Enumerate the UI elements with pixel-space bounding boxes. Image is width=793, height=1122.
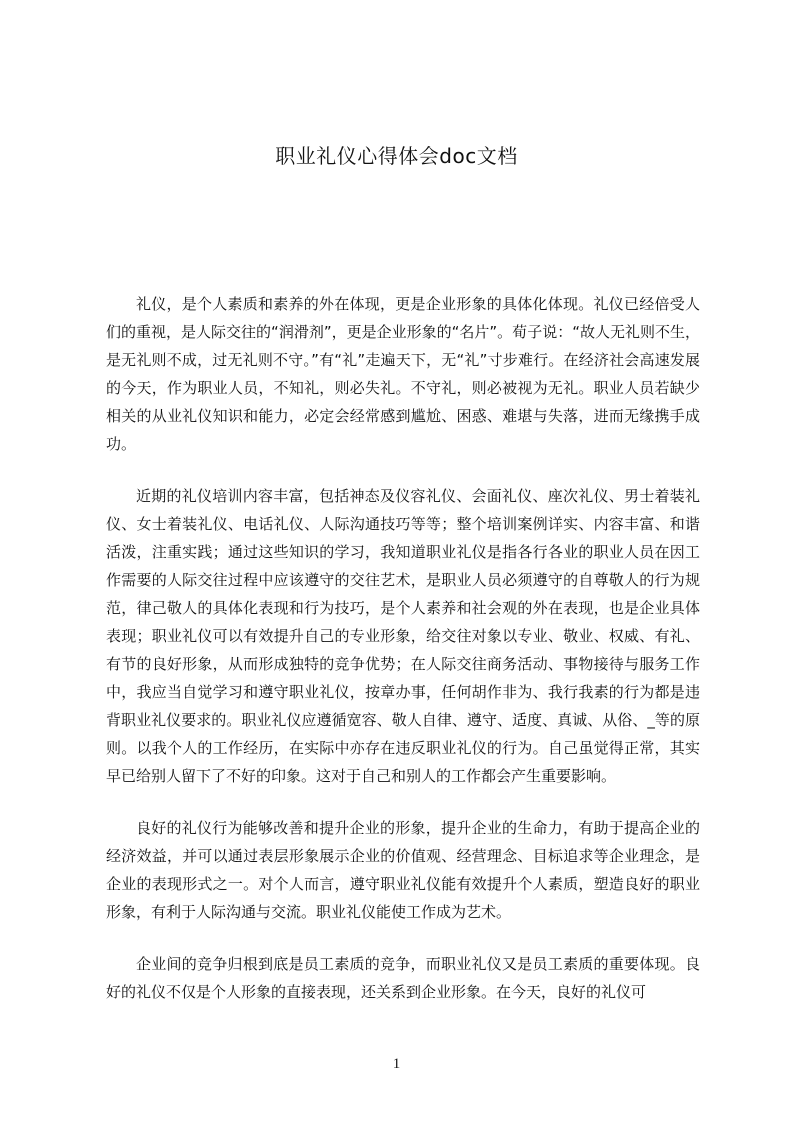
- paragraph-1: 礼仪，是个人素质和素养的外在体现，更是企业形象的具体化体现。礼仪已经倍受人们的重视，是人际交往的“润滑剂”，更是企业形象的“名片”。荀子说：“故人无礼则不生，是无礼则不成，过无礼则不守。”有“礼”走遍天下，无“礼”寸步难行。在经济社会高速发展的今天，作为职业人员，不知礼，则必失礼。不守礼，则必被视为无礼。职业人员若缺少相关的从业礼仪知识和能力，必定会经常感到尴尬、困惑、难堪与失落，进而无缘携手成功。: [106, 295, 700, 453]
- paragraph-2: 近期的礼仪培训内容丰富，包括神态及仪容礼仪、会面礼仪、座次礼仪、男士着装礼仪、女士着装礼仪、电话礼仪、人际沟通技巧等等；整个培训案例详实、内容丰富、和谐活泼，注重实践；通过这些知识的学习，我知道职业礼仪是指各行各业的职业人员在因工作需要的人际交往过程中应该遵守的交往艺术，是职业人员必须遵守的自尊敬人的行为规范，律己敬人的具体化表现和行为技巧，是个人素养和社会观的外在表现，也是企业具体表现；职业礼仪可以有效提升自己的专业形象，给交往对象以专业、敬业、权威、有礼、有节的良好形象，从而形成独特的竞争优势；在人际交往商务活动、事物接待与服务工作中，我应当自觉学习和遵守职业礼仪，按章办事，任何胡作非为、我行我素的行为都是违背职业礼仪要求的。职业礼仪应遵循宽容、敬人自律、遵守、适度、真诚、从俗、_等的原则。以我个人的工作经历，在实际中亦存在违反职业礼仪的行为。自己虽觉得正常，其实早已给别人留下了不好的印象。这对于自己和别人的工作都会产生重要影响。: [106, 487, 700, 785]
- page-number: 1: [392, 1056, 401, 1072]
- paragraph-4: 企业间的竞争归根到底是员工素质的竞争，而职业礼仪又是员工素质的重要体现。良好的礼仪不仅是个人形象的直接表现，还关系到企业形象。在今天，良好的礼仪可: [106, 955, 700, 1001]
- document-body: [106, 290, 700, 1030]
- paragraph-3: 良好的礼仪行为能够改善和提升企业的形象，提升企业的生命力，有助于提高企业的经济效益，并可以通过表层形象展示企业的价值观、经营理念、目标追求等企业理念，是企业的表现形式之一。对个人而言，遵守职业礼仪能有效提升个人素质，塑造良好的职业形象，有利于人际沟通与交流。职业礼仪能使工作成为艺术。: [106, 819, 700, 921]
- document-title: 职业礼仪心得体会doc文档: [275, 144, 518, 168]
